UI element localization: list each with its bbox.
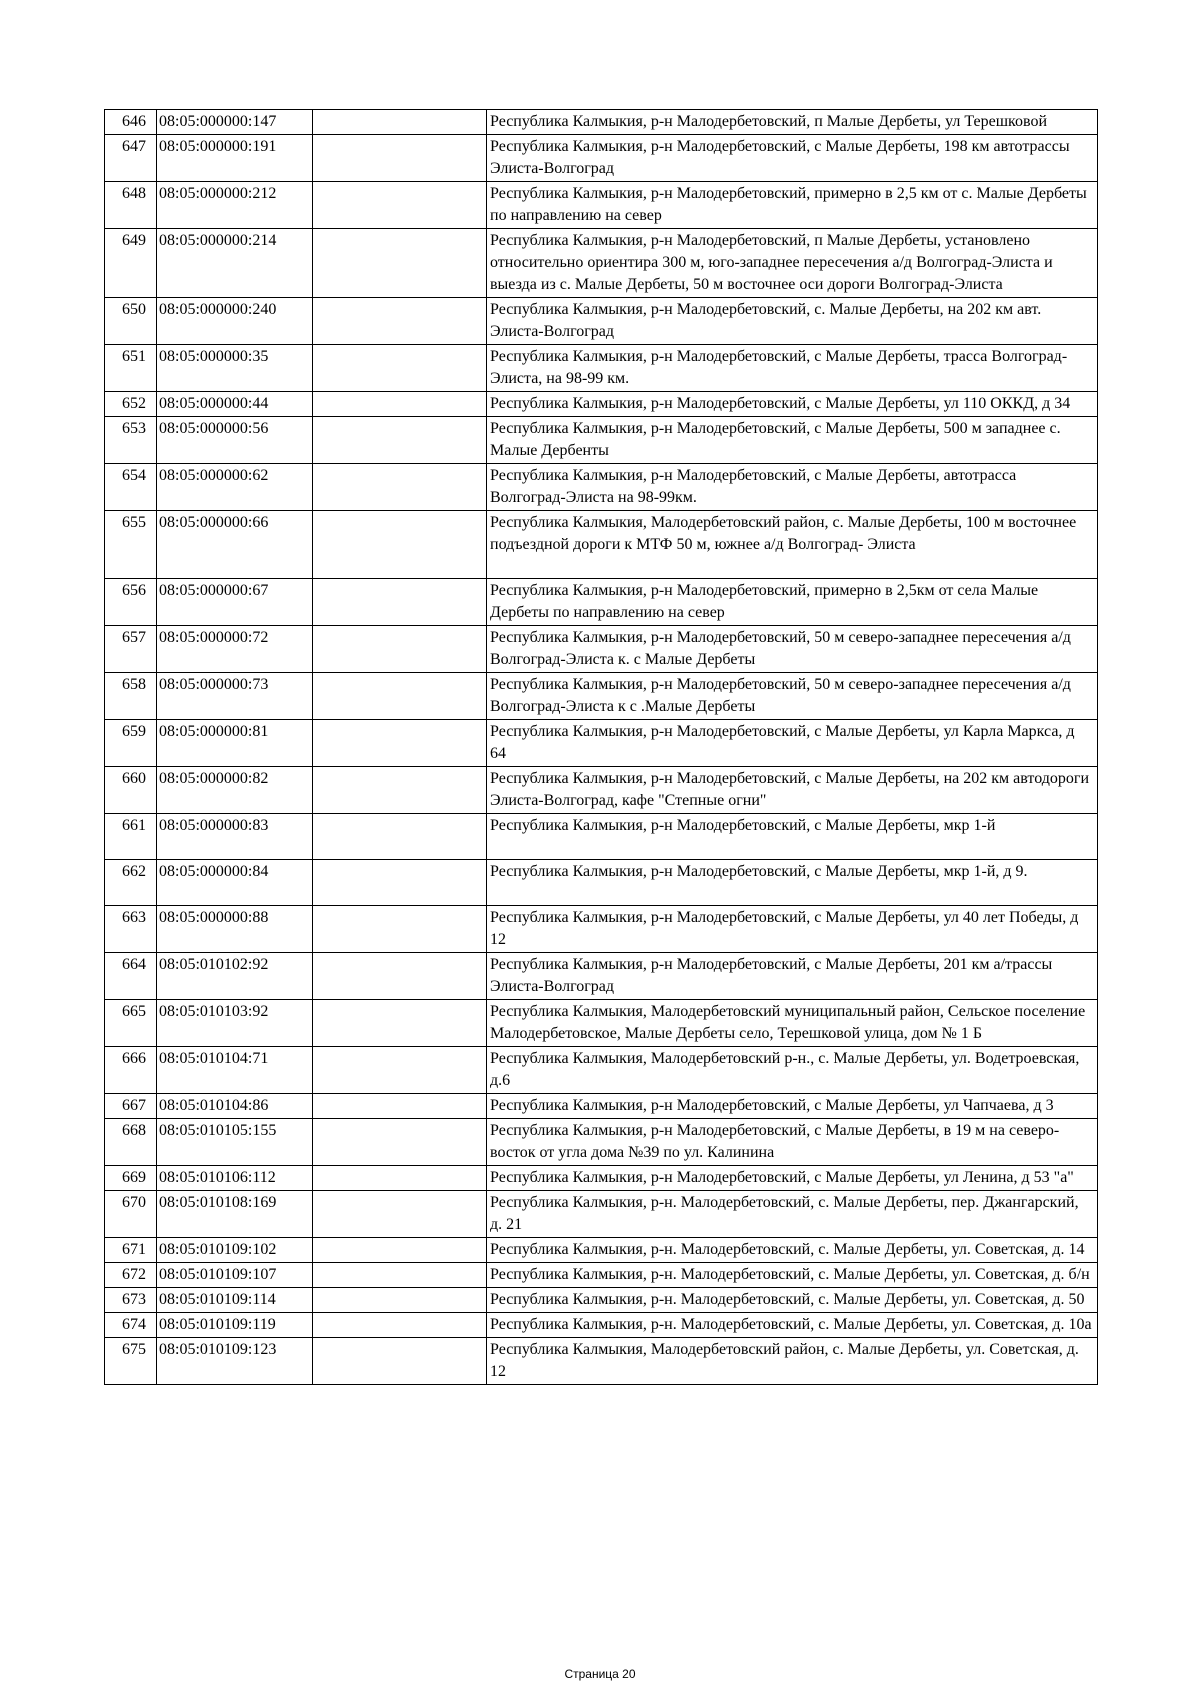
address-cell: Республика Калмыкия, р-н. Малодербетовский, с. Малые Дербеты, ул. Советская, д. 50	[487, 1288, 1098, 1313]
cadastral-number: 08:05:000000:214	[157, 229, 313, 298]
row-number: 653	[105, 417, 157, 464]
row-number: 674	[105, 1313, 157, 1338]
address-cell: Республика Калмыкия, р-н Малодербетовский, с Малые Дербеты, ул Карла Маркса, д 64	[487, 720, 1098, 767]
address-cell: Республика Калмыкия, р-н Малодербетовский, 50 м северо-западнее пересечения а/д Волгоград-Элиста к с .Малые Дербеты	[487, 673, 1098, 720]
cadastral-number: 08:05:000000:35	[157, 345, 313, 392]
cadastral-number: 08:05:000000:81	[157, 720, 313, 767]
table-row	[105, 814, 1098, 860]
table-row	[105, 860, 1098, 906]
cadastral-number: 08:05:000000:147	[157, 110, 313, 135]
row-number: 670	[105, 1191, 157, 1238]
address-cell: Республика Калмыкия, р-н. Малодербетовский, с. Малые Дербеты, ул. Советская, д. б/н	[487, 1263, 1098, 1288]
empty-cell	[313, 464, 487, 511]
table-row	[105, 1166, 1098, 1191]
empty-cell	[313, 1000, 487, 1047]
row-number: 667	[105, 1094, 157, 1119]
empty-cell	[313, 906, 487, 953]
row-number: 657	[105, 626, 157, 673]
cadastral-number: 08:05:010109:119	[157, 1313, 313, 1338]
empty-cell	[313, 1166, 487, 1191]
table-row	[105, 417, 1098, 464]
address-cell: Республика Калмыкия, р-н Малодербетовский, с Малые Дербеты, 198 км автотрассы Элиста-Волгоград	[487, 135, 1098, 182]
table-row	[105, 1000, 1098, 1047]
empty-cell	[313, 626, 487, 673]
table-row	[105, 1191, 1098, 1238]
address-cell: Республика Калмыкия, Малодербетовский район, с. Малые Дербеты, ул. Советская, д. 12	[487, 1338, 1098, 1385]
address-cell: Республика Калмыкия, р-н Малодербетовский, с Малые Дербеты, 201 км а/трассы Элиста-Волгоград	[487, 953, 1098, 1000]
cadastral-number: 08:05:010102:92	[157, 953, 313, 1000]
cadastral-number: 08:05:000000:82	[157, 767, 313, 814]
address-cell: Республика Калмыкия, р-н Малодербетовский, с. Малые Дербеты, на 202 км авт. Элиста-Волгоград	[487, 298, 1098, 345]
row-number: 668	[105, 1119, 157, 1166]
empty-cell	[313, 1191, 487, 1238]
row-number: 675	[105, 1338, 157, 1385]
address-cell: Республика Калмыкия, р-н Малодербетовский, с Малые Дербеты, трасса Волгоград-Элиста, на 98-99 км.	[487, 345, 1098, 392]
table-row	[105, 1313, 1098, 1338]
empty-cell	[313, 345, 487, 392]
cadastral-number: 08:05:000000:88	[157, 906, 313, 953]
row-number: 661	[105, 814, 157, 860]
empty-cell	[313, 110, 487, 135]
cadastral-number: 08:05:000000:240	[157, 298, 313, 345]
empty-cell	[313, 860, 487, 906]
table-row	[105, 1263, 1098, 1288]
row-number: 646	[105, 110, 157, 135]
row-number: 666	[105, 1047, 157, 1094]
cadastral-number: 08:05:000000:66	[157, 511, 313, 579]
table-row	[105, 953, 1098, 1000]
cadastral-number: 08:05:000000:62	[157, 464, 313, 511]
row-number: 673	[105, 1288, 157, 1313]
address-cell: Республика Калмыкия, р-н. Малодербетовский, с. Малые Дербеты, ул. Советская, д. 14	[487, 1238, 1098, 1263]
empty-cell	[313, 392, 487, 417]
empty-cell	[313, 182, 487, 229]
address-cell: Республика Калмыкия, р-н Малодербетовский, с Малые Дербеты, мкр 1-й	[487, 814, 1098, 860]
row-number: 658	[105, 673, 157, 720]
empty-cell	[313, 1047, 487, 1094]
address-cell: Республика Калмыкия, р-н Малодербетовский, с Малые Дербеты, в 19 м на северо-восток от угла дома №39 по ул. Калинина	[487, 1119, 1098, 1166]
table-row	[105, 182, 1098, 229]
cadastral-table	[104, 109, 1098, 1385]
address-cell: Республика Калмыкия, р-н Малодербетовский, 50 м северо-западнее пересечения а/д Волгоград-Элиста к. с Малые Дербеты	[487, 626, 1098, 673]
row-number: 648	[105, 182, 157, 229]
address-cell: Республика Калмыкия, Малодербетовский р-н., с. Малые Дербеты, ул. Водетроевская, д.6	[487, 1047, 1098, 1094]
address-cell: Республика Калмыкия, р-н Малодербетовский, п Малые Дербеты, ул Терешковой	[487, 110, 1098, 135]
empty-cell	[313, 673, 487, 720]
page-footer	[0, 1667, 1200, 1681]
address-cell: Республика Калмыкия, р-н Малодербетовский, примерно в 2,5км от села Малые Дербеты по направлению на север	[487, 579, 1098, 626]
cadastral-number: 08:05:010109:102	[157, 1238, 313, 1263]
table-row	[105, 464, 1098, 511]
row-number: 665	[105, 1000, 157, 1047]
row-number: 669	[105, 1166, 157, 1191]
table-row	[105, 511, 1098, 579]
table-row	[105, 720, 1098, 767]
table-row	[105, 673, 1098, 720]
empty-cell	[313, 417, 487, 464]
address-cell: Республика Калмыкия, р-н Малодербетовский, с Малые Дербеты, 500 м западнее с. Малые Дербенты	[487, 417, 1098, 464]
empty-cell	[313, 135, 487, 182]
empty-cell	[313, 1338, 487, 1385]
empty-cell	[313, 1119, 487, 1166]
table-row	[105, 345, 1098, 392]
address-cell: Республика Калмыкия, р-н Малодербетовский, с Малые Дербеты, ул Ленина, д 53 "а"	[487, 1166, 1098, 1191]
address-cell: Республика Калмыкия, р-н. Малодербетовский, с. Малые Дербеты, ул. Советская, д. 10а	[487, 1313, 1098, 1338]
row-number: 654	[105, 464, 157, 511]
cadastral-number: 08:05:010109:123	[157, 1338, 313, 1385]
table-row	[105, 1119, 1098, 1166]
address-cell: Республика Калмыкия, р-н Малодербетовский, с Малые Дербеты, на 202 км автодороги Элиста-Волгоград, кафе "Степные огни"	[487, 767, 1098, 814]
row-number: 650	[105, 298, 157, 345]
row-number: 649	[105, 229, 157, 298]
table-row	[105, 229, 1098, 298]
address-cell: Республика Калмыкия, р-н Малодербетовский, с Малые Дербеты, автотрасса Волгоград-Элиста на 98-99км.	[487, 464, 1098, 511]
table-row	[105, 1047, 1098, 1094]
table-row	[105, 392, 1098, 417]
empty-cell	[313, 1238, 487, 1263]
cadastral-number: 08:05:000000:56	[157, 417, 313, 464]
cadastral-number: 08:05:010104:71	[157, 1047, 313, 1094]
row-number: 647	[105, 135, 157, 182]
empty-cell	[313, 1288, 487, 1313]
row-number: 659	[105, 720, 157, 767]
address-cell: Республика Калмыкия, р-н Малодербетовский, с Малые Дербеты, ул Чапчаева, д 3	[487, 1094, 1098, 1119]
empty-cell	[313, 953, 487, 1000]
row-number: 663	[105, 906, 157, 953]
address-cell: Республика Калмыкия, р-н Малодербетовский, с Малые Дербеты, ул 40 лет Победы, д 12	[487, 906, 1098, 953]
row-number: 671	[105, 1238, 157, 1263]
address-cell: Республика Калмыкия, р-н. Малодербетовский, с. Малые Дербеты, пер. Джангарский, д. 21	[487, 1191, 1098, 1238]
cadastral-number: 08:05:010105:155	[157, 1119, 313, 1166]
table-row	[105, 579, 1098, 626]
cadastral-number: 08:05:010109:107	[157, 1263, 313, 1288]
row-number: 655	[105, 511, 157, 579]
empty-cell	[313, 229, 487, 298]
cadastral-number: 08:05:000000:83	[157, 814, 313, 860]
address-cell: Республика Калмыкия, Малодербетовский муниципальный район, Сельское поселение Малодербетовское, Малые Дербеты село, Терешковой улица, дом № 1 Б	[487, 1000, 1098, 1047]
cadastral-number: 08:05:000000:84	[157, 860, 313, 906]
table-row	[105, 298, 1098, 345]
table-row	[105, 135, 1098, 182]
table-row	[105, 626, 1098, 673]
table-row	[105, 1338, 1098, 1385]
table-row	[105, 906, 1098, 953]
table-row	[105, 1238, 1098, 1263]
row-number: 662	[105, 860, 157, 906]
empty-cell	[313, 298, 487, 345]
empty-cell	[313, 814, 487, 860]
row-number: 651	[105, 345, 157, 392]
address-cell: Республика Калмыкия, р-н Малодербетовский, п Малые Дербеты, установлено относительно ориентира 300 м, юго-западнее пересечения а/д Волгоград-Элиста и выезда из с. Малые Дербеты, 50 м восточнее оси дороги Волгоград-Элиста	[487, 229, 1098, 298]
address-cell: Республика Калмыкия, р-н Малодербетовский, примерно в 2,5 км от с. Малые Дербеты по направлению на север	[487, 182, 1098, 229]
cadastral-number: 08:05:010108:169	[157, 1191, 313, 1238]
empty-cell	[313, 1263, 487, 1288]
address-cell: Республика Калмыкия, р-н Малодербетовский, с Малые Дербеты, мкр 1-й, д 9.	[487, 860, 1098, 906]
cadastral-number: 08:05:000000:72	[157, 626, 313, 673]
table-row	[105, 767, 1098, 814]
table-row	[105, 110, 1098, 135]
cadastral-number: 08:05:000000:73	[157, 673, 313, 720]
table-row	[105, 1094, 1098, 1119]
cadastral-number: 08:05:000000:67	[157, 579, 313, 626]
cadastral-number: 08:05:010103:92	[157, 1000, 313, 1047]
page-number: Страница 20	[564, 1667, 636, 1681]
empty-cell	[313, 579, 487, 626]
cadastral-number: 08:05:000000:191	[157, 135, 313, 182]
empty-cell	[313, 1094, 487, 1119]
row-number: 660	[105, 767, 157, 814]
table-body	[105, 110, 1098, 1385]
cadastral-number: 08:05:010109:114	[157, 1288, 313, 1313]
cadastral-number: 08:05:010106:112	[157, 1166, 313, 1191]
row-number: 672	[105, 1263, 157, 1288]
address-cell: Республика Калмыкия, Малодербетовский район, с. Малые Дербеты, 100 м восточнее подъездной дороги к МТФ 50 м, южнее а/д Волгоград- Элиста	[487, 511, 1098, 579]
empty-cell	[313, 1313, 487, 1338]
cadastral-number: 08:05:000000:44	[157, 392, 313, 417]
empty-cell	[313, 511, 487, 579]
row-number: 652	[105, 392, 157, 417]
empty-cell	[313, 767, 487, 814]
empty-cell	[313, 720, 487, 767]
cadastral-number: 08:05:010104:86	[157, 1094, 313, 1119]
address-cell: Республика Калмыкия, р-н Малодербетовский, с Малые Дербеты, ул 110 ОККД, д 34	[487, 392, 1098, 417]
row-number: 656	[105, 579, 157, 626]
row-number: 664	[105, 953, 157, 1000]
table-row	[105, 1288, 1098, 1313]
cadastral-number: 08:05:000000:212	[157, 182, 313, 229]
